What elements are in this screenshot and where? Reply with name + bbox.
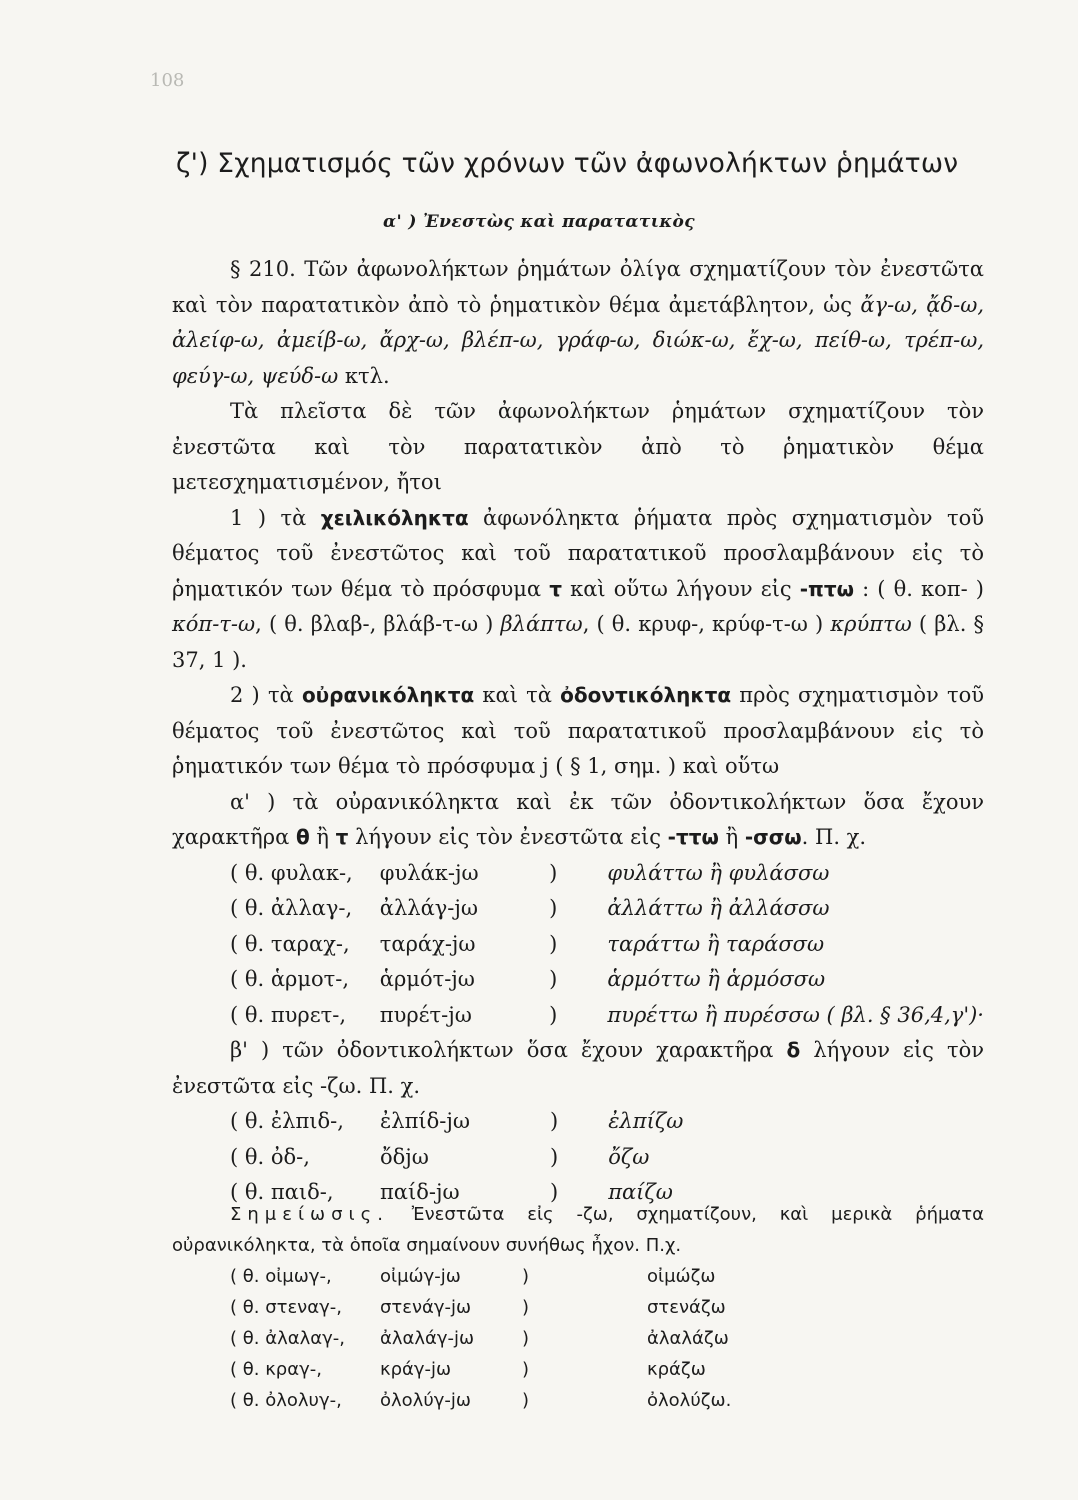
theme-cell: ( θ. στεναγ-, — [230, 1297, 342, 1318]
close-cell: ) — [549, 931, 558, 956]
para1-end: κτλ. — [338, 363, 390, 388]
p1-suffix: τ — [549, 576, 562, 601]
result-cell: στενάζω — [647, 1297, 726, 1318]
close-cell: ) — [549, 860, 558, 885]
form-cell: πυρέτ-jω — [379, 1002, 472, 1027]
close-cell: ) — [522, 1359, 530, 1380]
section-heading: ζ') Σχηματισμός τῶν χρόνων τῶν ἀφωνολήκτων ῥημάτων — [176, 148, 959, 179]
para1-examples: ἄγ-ω, ᾄδ-ω, ἀλείφ-ω, ἀμείβ-ω, ἄρχ-ω, βλέπ-ω, γράφ-ω, διώκ-ω, ἔχ-ω, πείθ-ω, τρέπ-ω, φεύγ-ω, ψεύδ-ω — [172, 292, 984, 388]
result-cell: ἀλαλάζω — [647, 1328, 729, 1349]
theme-cell: ( θ. ὀλολυγ-, — [230, 1390, 342, 1411]
p2a-char1: θ — [295, 825, 310, 849]
form-cell: ἁρμότ-jω — [379, 967, 475, 991]
result-cell: φυλάττω ἢ φυλάσσω — [607, 860, 830, 885]
note-block — [172, 1199, 984, 1416]
point-2a — [172, 785, 984, 856]
note-text: Ἐνεστῶτα εἰς -ζω, σχηματίζουν, καὶ μερικὰ ῥήματα οὐρανικόληκτα, τὰ ὁποῖα σημαίνουν συνήθως ἦχον. Π.χ. — [172, 1204, 984, 1256]
p1-a: 1 ) τὰ — [230, 505, 321, 530]
result-cell: ταράττω ἢ ταράσσω — [607, 931, 825, 956]
p2a-d: ἢ — [718, 825, 745, 849]
table-row — [230, 1385, 731, 1416]
table-row — [230, 1261, 731, 1292]
table-row — [230, 927, 984, 963]
p2a-ending1: -ττω — [667, 825, 719, 849]
p1-d: : ( θ. κοπ- ) — [854, 576, 984, 601]
form-cell: ὀλολύγ-jω — [380, 1390, 471, 1411]
form-cell: στενάγ-jω — [380, 1297, 472, 1318]
p2b-a: β' ) τῶν ὀδοντικολήκτων ὅσα ἔχουν χαρακτῆρα — [230, 1038, 787, 1062]
close-cell: ) — [522, 1390, 530, 1411]
p1-ex1: κόπ-τ-ω — [172, 612, 256, 636]
point-2b — [172, 1033, 984, 1104]
close-cell: ) — [549, 896, 558, 920]
p2a-c: λήγουν εἰς τὸν ἐνεστῶτα εἰς — [348, 825, 668, 849]
note-examples-table — [230, 1261, 731, 1416]
table-row — [230, 891, 984, 927]
form-cell: παίδ-jω — [380, 1180, 460, 1204]
close-cell: ) — [522, 1328, 530, 1349]
paragraph-2: Τὰ πλεῖστα δὲ τῶν ἀφωνολήκτων ῥημάτων σχηματίζουν τὸν ἐνεστῶτα καὶ τὸν παρατατικὸν ἀπὸ τὸ ῥηματικὸν θέμα μετεσχηματισμένον, ἤτοι — [172, 399, 984, 494]
table-row — [230, 1354, 731, 1385]
result-cell: παίζω — [608, 1180, 673, 1204]
close-cell: ) — [550, 1144, 559, 1169]
table-row — [230, 856, 984, 892]
p2-term1: οὐρανικόληκτα — [301, 683, 475, 707]
form-cell: ἐλπίδ-jω — [380, 1109, 470, 1133]
note-paragraph — [172, 1199, 984, 1261]
result-cell: ἀλλάττω ἢ ἀλλάσσω — [607, 896, 830, 920]
subsection-heading: α' ) Ἐνεστὼς καὶ παρατατικὸς — [382, 212, 696, 232]
close-cell: ) — [550, 1180, 559, 1204]
table-row — [230, 1292, 731, 1323]
p2-b: καὶ τὰ — [474, 683, 561, 707]
close-cell: ) — [549, 1002, 558, 1027]
p2a-e: . Π. χ. — [801, 825, 867, 849]
result-cell: ὀλολύζω. — [647, 1390, 732, 1411]
paragraph-210 — [172, 252, 984, 394]
p2a-ending2: -σσω — [744, 825, 802, 849]
p2-a: 2 ) τὰ — [230, 683, 302, 707]
p2-term2: ὀδοντικόληκτα — [560, 683, 732, 707]
p1-c: καὶ οὕτω λήγουν εἰς — [562, 576, 800, 601]
close-cell: ) — [522, 1266, 530, 1287]
result-cell: ἁρμόττω ἢ ἁρμόσσω — [607, 967, 826, 991]
p2b-b: λήγουν εἰς τὸν ἐνεστῶτα εἰς -ζω. Π. χ. — [172, 1038, 984, 1098]
p2a-char2: τ — [335, 825, 349, 849]
main-text — [172, 252, 984, 1211]
para1-start: § 210. Τῶν ἀφωνολήκτων ῥημάτων ὀλίγα σχηματίζουν τὸν ἐνεστῶτα καὶ τὸν παρατατικὸν ἀπὸ τὸ ῥηματικὸν θέμα ἀμετάβλητον, ὡς — [172, 257, 984, 317]
p2b-char: δ — [786, 1038, 801, 1062]
theme-cell: ( θ. ἀλαλαγ-, — [230, 1328, 345, 1349]
point-2 — [172, 678, 984, 785]
result-cell: ὄζω — [608, 1144, 650, 1169]
p1-g: ( βλ. § 37, 1 ). — [172, 612, 984, 672]
result-cell: ἐλπίζω — [608, 1109, 684, 1133]
close-cell: ) — [549, 967, 558, 991]
p1-ending: -πτω — [799, 576, 855, 601]
p1-e: , ( θ. βλαβ-, βλάβ-τ-ω ) — [255, 612, 501, 636]
theme-cell: ( θ. οἰμωγ-, — [230, 1266, 332, 1287]
table-row — [230, 1104, 683, 1140]
theme-cell: ( θ. ταραχ-, — [230, 931, 350, 956]
table-row — [230, 1140, 683, 1176]
result-cell: πυρέττω ἢ πυρέσσω ( βλ. § 36,4,γ')· — [607, 1002, 984, 1027]
theme-cell: ( θ. ἁρμοτ-, — [230, 967, 350, 991]
form-cell: κράγ-jω — [380, 1359, 452, 1380]
form-cell: οἰμώγ-jω — [380, 1266, 461, 1287]
p2a-b: ἢ — [309, 825, 336, 849]
theme-cell: ( θ. ἀλλαγ-, — [230, 896, 353, 920]
p2a-a: α' ) τὰ οὐρανικόληκτα καὶ ἐκ τῶν ὀδοντικολήκτων ὅσα ἔχουν χαρακτῆρα — [172, 789, 984, 849]
p1-b: ἀφωνόληκτα ῥήματα πρὸς σχηματισμὸν τοῦ θέματος τοῦ ἐνεστῶτος καὶ τοῦ παρατατικοῦ προσλαμβάνουν εἰς τὸ ῥηματικόν των θέμα τὸ πρόσφυμα — [172, 505, 984, 601]
result-cell: κράζω — [647, 1359, 706, 1380]
result-cell: οἰμώζω — [647, 1266, 716, 1287]
close-cell: ) — [522, 1297, 530, 1318]
theme-cell: ( θ. παιδ-, — [230, 1180, 334, 1204]
form-cell: ἀλλάγ-jω — [379, 896, 479, 920]
theme-cell: ( θ. φυλακ-, — [230, 860, 353, 885]
table-row — [230, 1323, 731, 1354]
table-row — [230, 962, 984, 998]
p2-c: πρὸς σχηματισμὸν τοῦ θέματος τοῦ ἐνεστῶτος καὶ τοῦ παρατατικοῦ προσλαμβάνουν εἰς τὸ ῥηματικόν των θέμα τὸ πρόσφυμα j ( § 1, σημ. ) καὶ οὕτω — [172, 683, 984, 778]
examples-table-a — [230, 856, 984, 1034]
form-cell: ὄδjω — [380, 1144, 429, 1169]
note-label: Σημείωσις. — [230, 1204, 389, 1225]
theme-cell: ( θ. πυρετ-, — [230, 1002, 347, 1027]
p1-term: χειλικόληκτα — [320, 505, 469, 530]
close-cell: ) — [550, 1109, 559, 1133]
form-cell: ἀλαλάγ-jω — [380, 1328, 475, 1349]
point-1 — [172, 501, 984, 679]
form-cell: φυλάκ-jω — [379, 860, 479, 885]
p1-f: , ( θ. κρυφ-, κρύφ-τ-ω ) — [582, 612, 831, 636]
form-cell: ταράχ-jω — [379, 931, 476, 956]
page-number: 108 — [150, 70, 185, 91]
table-row — [230, 998, 984, 1034]
theme-cell: ( θ. ὀδ-, — [230, 1144, 310, 1169]
theme-cell: ( θ. ἐλπιδ-, — [230, 1109, 344, 1133]
p1-ex2: βλάπτω — [500, 612, 583, 636]
examples-table-b — [230, 1104, 683, 1211]
theme-cell: ( θ. κραγ-, — [230, 1359, 322, 1380]
p1-ex3: κρύπτω — [830, 612, 912, 636]
